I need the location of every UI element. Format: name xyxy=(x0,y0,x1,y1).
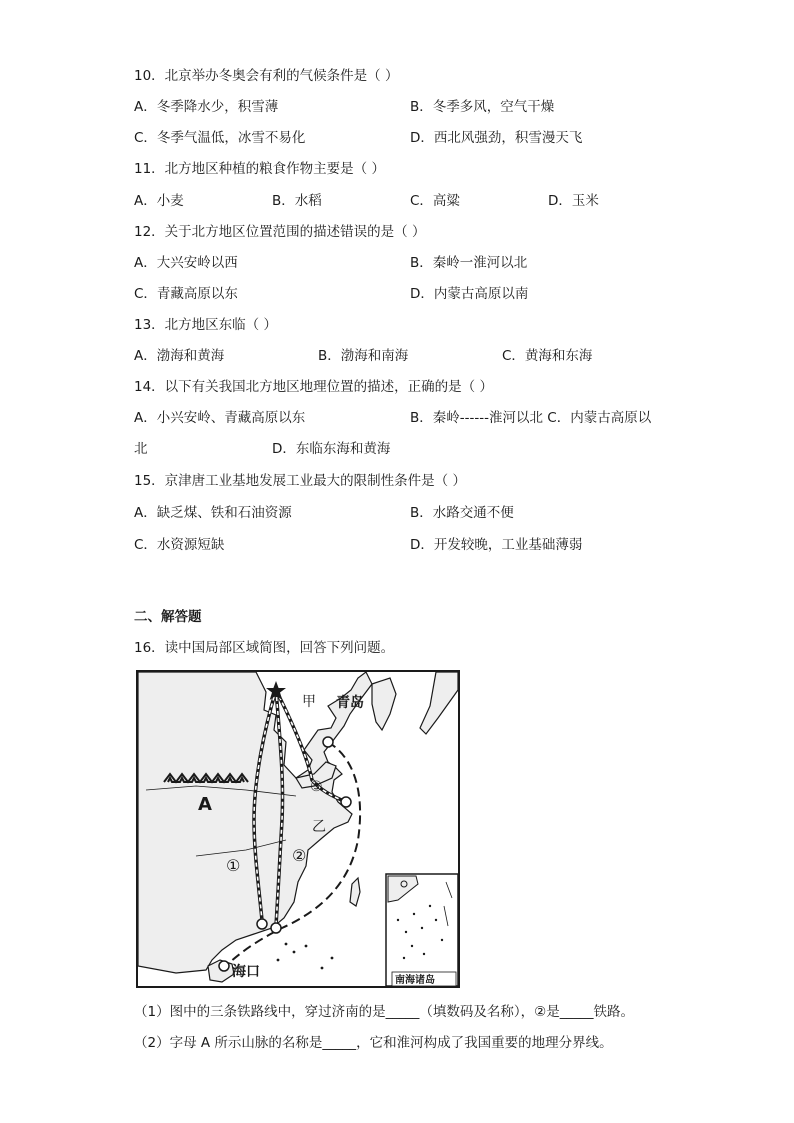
q10-stem: 10．北京举办冬奥会有利的气候条件是（ ） xyxy=(134,68,399,84)
q12-option-c: C．青藏高原以东 xyxy=(134,286,238,302)
q10-option-c: C．冬季气温低，冰雪不易化 xyxy=(134,130,306,146)
q15-option-d: D．开发较晚，工业基础薄弱 xyxy=(410,537,583,553)
q12-option-b: B．秦岭一淮河以北 xyxy=(410,255,528,271)
shenzhen-point-icon xyxy=(271,923,281,933)
q15-option-c: C．水资源短缺 xyxy=(134,537,225,553)
q13-option-a: A．渤海和黄海 xyxy=(134,348,225,364)
q10-option-d: D．西北风强劲，积雪漫天飞 xyxy=(410,130,583,146)
q14-option-bc: B．秦岭------淮河以北 C．内蒙古高原以 xyxy=(410,410,652,426)
label-jia: 甲 xyxy=(302,694,316,710)
q14-stem: 14．以下有关我国北方地区地理位置的描述，正确的是（ ） xyxy=(134,379,493,395)
q16-sub2: （2）字母 A 所示山脉的名称是_____，它和淮河构成了我国重要的地理分界线。 xyxy=(134,1035,613,1051)
q14-option-a: A．小兴安岭、青藏高原以东 xyxy=(134,410,306,426)
qingdao-point-icon xyxy=(323,737,333,747)
label-qingdao: 青岛 xyxy=(336,695,364,711)
q15-option-a: A．缺乏煤、铁和石油资源 xyxy=(134,505,292,521)
q14-option-d: D．东临东海和黄海 xyxy=(272,441,391,457)
q12-option-a: A．大兴安岭以西 xyxy=(134,255,238,271)
q11-option-b: B．水稻 xyxy=(272,193,322,209)
section-title: 二、解答题 xyxy=(134,609,202,625)
q11-option-c: C．高粱 xyxy=(410,193,460,209)
label-num3: ③ xyxy=(310,779,323,795)
q13-option-b: B．渤海和南海 xyxy=(318,348,409,364)
q12-option-d: D．内蒙古高原以南 xyxy=(410,286,529,302)
q16-stem: 16．读中国局部区域简图，回答下列问题。 xyxy=(134,640,395,656)
q16-sub1: （1）图中的三条铁路线中，穿过济南的是_____（填数码及名称），②是_____铁路。 xyxy=(134,1004,634,1020)
label-inset: 南海诸岛 xyxy=(395,975,435,986)
q15-option-b: B．水路交通不便 xyxy=(410,505,514,521)
q12-stem: 12．关于北方地区位置范围的描述错误的是（ ） xyxy=(134,224,426,240)
q13-option-c: C．黄海和东海 xyxy=(502,348,593,364)
q13-stem: 13．北方地区东临（ ） xyxy=(134,317,277,333)
q11-option-d: D．玉米 xyxy=(548,193,599,209)
label-num2: ② xyxy=(292,846,307,865)
label-num1: ① xyxy=(226,856,241,875)
q14-option-c-tail: 北 xyxy=(134,441,148,457)
guangzhou-point-icon xyxy=(257,919,267,929)
q15-stem: 15．京津唐工业基地发展工业最大的限制性条件是（ ） xyxy=(134,473,466,489)
haikou-point-icon xyxy=(219,961,229,971)
shanghai-point-icon xyxy=(341,797,351,807)
q10-option-a: A．冬季降水少，积雪薄 xyxy=(134,99,279,115)
china-region-map xyxy=(136,670,460,988)
label-haikou: 海口 xyxy=(232,964,260,980)
label-a: A xyxy=(198,794,212,815)
label-yi: 乙 xyxy=(312,819,326,835)
q11-option-a: A．小麦 xyxy=(134,193,184,209)
q10-option-b: B．冬季多风，空气干燥 xyxy=(410,99,555,115)
q11-stem: 11．北方地区种植的粮食作物主要是（ ） xyxy=(134,161,385,177)
